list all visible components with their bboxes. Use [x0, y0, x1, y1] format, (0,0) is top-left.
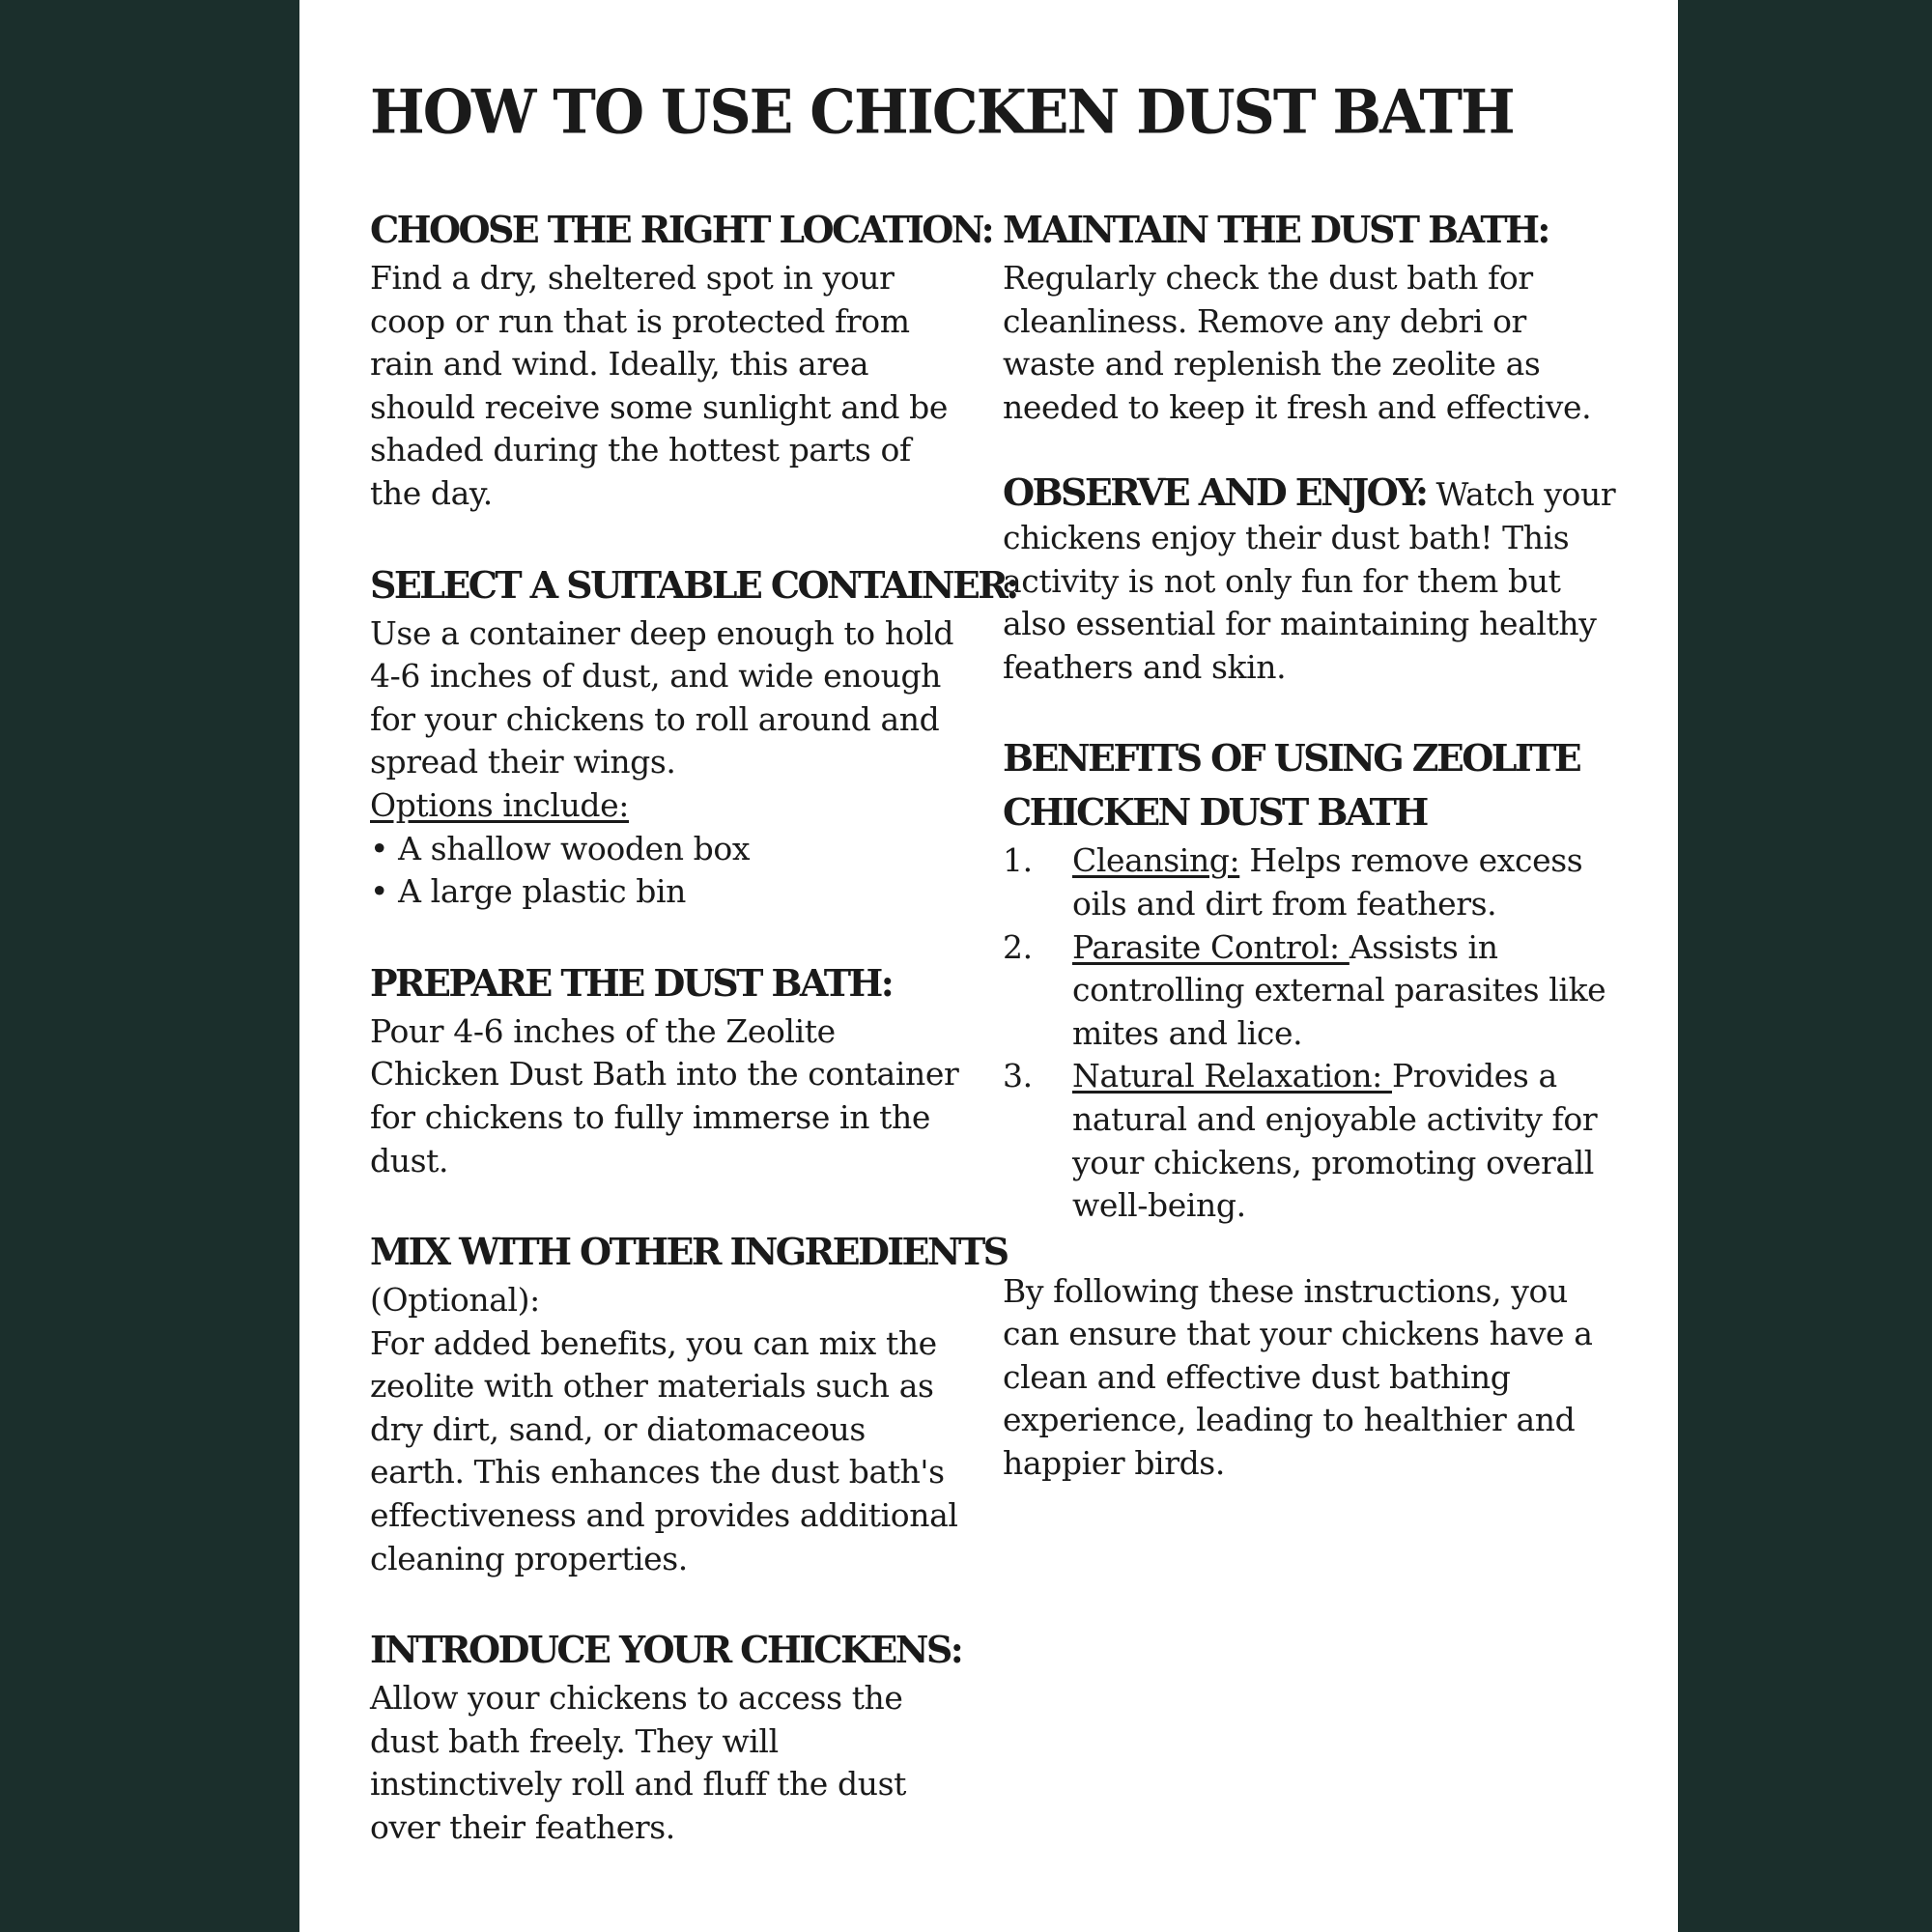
section-text: [1003, 471, 1621, 689]
section-heading: BENEFITS OF USING ZEOLITE CHICKEN DUST BATH: [1003, 736, 1580, 835]
benefits-list: [1003, 839, 1621, 1227]
section-heading: MAINTAIN THE DUST BATH:: [1003, 208, 1548, 251]
list-item: [1003, 839, 1621, 925]
section-heading: CHOOSE THE RIGHT LOCATION:: [370, 208, 993, 251]
item-number: 2.: [1003, 927, 1033, 966]
section-text: Pour 4-6 inches of the Zeolite Chicken Dust Bath into the container for chickens to fully immerse in the dust.: [370, 1011, 959, 1179]
list-item: [1003, 1055, 1621, 1227]
list-item: [1003, 926, 1621, 1056]
section-text: Regularly check the dust bath for cleanliness. Remove any debri or waste and replenish the zeolite as needed to keep it fresh and effective.: [1003, 259, 1592, 426]
section-text: For added benefits, you can mix the zeolite with other materials such as dry dirt, sand, or diatomaceous earth. This enhances the dust bath's effectiveness and provides additional cleaning properties.: [370, 1323, 958, 1577]
item-number: 3.: [1003, 1057, 1033, 1095]
right-column: [1003, 203, 1621, 1528]
item-label: Cleansing:: [1072, 841, 1240, 880]
section-introduce: [370, 1623, 969, 1849]
item-text: Helps remove excess oils and dirt from feathers.: [1072, 841, 1583, 923]
section-text: Allow your chickens to access the dust bath freely. They will instinctively roll and fluff the dust over their feathers.: [370, 1679, 906, 1847]
section-benefits: [1003, 731, 1621, 1227]
section-mix: [370, 1225, 1008, 1580]
section-prepare: [370, 956, 969, 1182]
list-item: • A shallow wooden box: [370, 828, 969, 871]
section-optional-note: (Optional):: [370, 1281, 540, 1320]
section-text: Find a dry, sheltered spot in your coop or run that is protected from rain and wind. Ideally, this area should receive some sunlight and be shaded during the hottest parts of the day.: [370, 259, 948, 512]
item-label: Parasite Control:: [1072, 927, 1350, 966]
section-location: [370, 203, 993, 516]
list-item: • A large plastic bin: [370, 870, 969, 914]
options-label: Options include:: [370, 785, 630, 824]
section-heading: INTRODUCE YOUR CHICKENS:: [370, 1628, 962, 1672]
section-heading: SELECT A SUITABLE CONTAINER:: [370, 562, 1017, 607]
section-heading: MIX WITH OTHER INGREDIENTS: [370, 1230, 1008, 1274]
item-label: Natural Relaxation:: [1072, 1057, 1392, 1095]
section-closing: [1003, 1270, 1621, 1486]
item-number: 1.: [1003, 841, 1033, 880]
section-observe: [1003, 471, 1621, 689]
section-container: [370, 558, 1017, 914]
section-maintain: [1003, 203, 1621, 429]
section-heading: OBSERVE AND ENJOY:: [1003, 470, 1427, 515]
closing-text: By following these instructions, you can ensure that your chickens have a clean and effective dust bathing experience, leading to healthier and happier birds.: [1003, 1271, 1593, 1483]
section-text: Use a container deep enough to hold 4-6 inches of dust, and wide enough for your chickens to roll around and spread their wings.: [370, 613, 954, 781]
options-list: [370, 828, 969, 914]
section-heading: PREPARE THE DUST BATH:: [370, 960, 893, 1005]
instruction-page: [299, 0, 1678, 1932]
page-title: HOW TO USE CHICKEN DUST BATH: [370, 77, 1514, 149]
left-column: [370, 203, 1017, 1892]
section-body: Watch your chickens enjoy their dust bath! This activity is not only fun for them but also essential for maintaining healthy feathers and skin.: [1003, 475, 1616, 686]
item-text: Assists in controlling external parasites like mites and lice.: [1072, 927, 1606, 1052]
item-text: Provides a natural and enjoyable activity for your chickens, promoting overall well-being.: [1072, 1057, 1598, 1225]
